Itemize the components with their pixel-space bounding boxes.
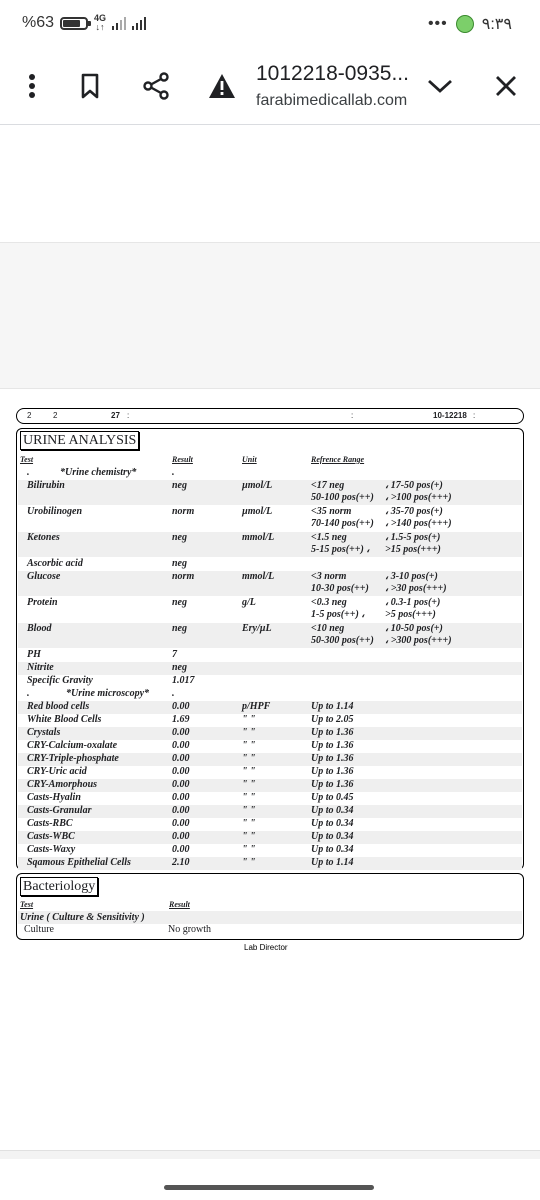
test-name: Casts-WBC bbox=[27, 831, 75, 842]
test-result: 0.00 bbox=[172, 701, 190, 712]
bact-header-result: Result bbox=[169, 900, 190, 909]
reference-range: <35 norm bbox=[311, 506, 352, 517]
bact-culture-row bbox=[18, 924, 522, 936]
test-result: . bbox=[172, 467, 175, 478]
test-name: CRY-Uric acid bbox=[27, 766, 87, 777]
urine-row bbox=[18, 766, 522, 779]
urine-row bbox=[18, 740, 522, 753]
urine-row bbox=[18, 714, 522, 727]
test-result: neg bbox=[172, 480, 187, 491]
row-prefix: . bbox=[27, 467, 30, 478]
reference-range: 70-140 pos(++) bbox=[311, 518, 374, 529]
test-name: Ketones bbox=[27, 532, 60, 543]
urine-row bbox=[18, 857, 522, 870]
test-name: CRY-Triple-phosphate bbox=[27, 753, 119, 764]
reference-range: Up to 0.34 bbox=[311, 805, 354, 816]
battery-icon bbox=[60, 17, 88, 30]
bact-culture-test: Culture bbox=[24, 924, 54, 935]
test-unit: p/HPF bbox=[242, 701, 271, 712]
reference-range-alt: ، 0.3-1 pos(+) bbox=[385, 597, 441, 608]
test-name: Blood bbox=[27, 623, 52, 634]
reference-range-alt: >15 pos(+++) bbox=[385, 544, 441, 555]
test-result: neg bbox=[172, 558, 187, 569]
test-result: norm bbox=[172, 571, 195, 582]
test-result: 0.00 bbox=[172, 818, 190, 829]
lab-director-label: Lab Director bbox=[244, 943, 288, 952]
test-unit: " " bbox=[242, 753, 256, 764]
reference-range: Up to 1.14 bbox=[311, 857, 354, 868]
urine-row bbox=[18, 779, 522, 792]
app-notification-icon bbox=[456, 15, 474, 33]
test-unit: µmol/L bbox=[242, 480, 273, 491]
test-unit: " " bbox=[242, 714, 256, 725]
test-result: 0.00 bbox=[172, 753, 190, 764]
reference-range: 10-30 pos(++) bbox=[311, 583, 369, 594]
urine-row bbox=[18, 792, 522, 805]
urine-row bbox=[18, 662, 522, 675]
test-result: 0.00 bbox=[172, 779, 190, 790]
test-result: 0.00 bbox=[172, 831, 190, 842]
header-field-2: 2 bbox=[53, 411, 58, 420]
header-sep-2: : bbox=[351, 411, 354, 420]
reference-range: <3 norm bbox=[311, 571, 347, 582]
test-name: Ascorbic acid bbox=[27, 558, 83, 569]
reference-range-alt: ، 3-10 pos(+) bbox=[385, 571, 438, 582]
urine-row bbox=[18, 844, 522, 857]
reference-range: 1-5 pos(++) ، bbox=[311, 609, 365, 620]
reference-range: Up to 1.36 bbox=[311, 753, 354, 764]
test-name: Glucose bbox=[27, 571, 61, 582]
reference-range-alt: ، 10-50 pos(+) bbox=[385, 623, 443, 634]
test-result: 1.69 bbox=[172, 714, 190, 725]
share-icon[interactable] bbox=[136, 66, 176, 106]
status-bar bbox=[0, 0, 540, 50]
page-gap bbox=[0, 242, 540, 388]
test-name: Protein bbox=[27, 597, 58, 608]
urine-row bbox=[18, 532, 522, 557]
urine-row bbox=[18, 597, 522, 622]
urine-row bbox=[18, 688, 522, 701]
urine-row bbox=[18, 675, 522, 688]
bact-group-label: Urine ( Culture & Sensitivity ) bbox=[20, 912, 145, 923]
bact-header-test: Test bbox=[20, 900, 34, 909]
urine-row bbox=[18, 558, 522, 571]
reference-range: Up to 1.36 bbox=[311, 766, 354, 777]
urine-row bbox=[18, 467, 522, 480]
test-name: Specific Gravity bbox=[27, 675, 93, 686]
reference-range: Up to 0.45 bbox=[311, 792, 354, 803]
test-name: Sqamous Epithelial Cells bbox=[27, 857, 131, 868]
page-title[interactable]: 1012218-0935... bbox=[256, 62, 409, 85]
reference-range: 50-300 pos(++) bbox=[311, 635, 374, 646]
test-unit: Ery/µL bbox=[242, 623, 272, 634]
reference-range-alt: ، >140 pos(+++) bbox=[385, 518, 452, 529]
home-indicator[interactable] bbox=[164, 1185, 374, 1190]
reference-range: <10 neg bbox=[311, 623, 345, 634]
test-result: neg bbox=[172, 532, 187, 543]
test-result: norm bbox=[172, 506, 195, 517]
test-unit: " " bbox=[242, 766, 256, 777]
reference-range: Up to 2.05 bbox=[311, 714, 354, 725]
reference-range: <1.5 neg bbox=[311, 532, 347, 543]
reference-range: 5-15 pos(++) ، bbox=[311, 544, 370, 555]
test-name: Casts-Waxy bbox=[27, 844, 76, 855]
test-unit: " " bbox=[242, 727, 256, 738]
report-id: 10-12218 bbox=[433, 411, 467, 420]
col-header-range: Refrence Range bbox=[311, 455, 365, 464]
reference-range: Up to 1.36 bbox=[311, 779, 354, 790]
test-unit: " " bbox=[242, 805, 256, 816]
test-result: 0.00 bbox=[172, 805, 190, 816]
test-name: Urobilinogen bbox=[27, 506, 83, 517]
test-result: 0.00 bbox=[172, 844, 190, 855]
test-name: CRY-Calcium-oxalate bbox=[27, 740, 118, 751]
test-unit: " " bbox=[242, 740, 256, 751]
reference-range-alt: ، 1.5-5 pos(+) bbox=[385, 532, 441, 543]
test-name: Red blood cells bbox=[27, 701, 90, 712]
reference-range: Up to 1.36 bbox=[311, 740, 354, 751]
bact-group-row bbox=[18, 911, 522, 924]
urine-row bbox=[18, 701, 522, 714]
reference-range: <0.3 neg bbox=[311, 597, 347, 608]
bookmark-icon[interactable] bbox=[70, 66, 110, 106]
test-unit: mmol/L bbox=[242, 571, 275, 582]
test-unit: mmol/L bbox=[242, 532, 275, 543]
close-icon[interactable] bbox=[486, 66, 526, 106]
reference-range: <17 neg bbox=[311, 480, 345, 491]
reference-range: 50-100 pos(++) bbox=[311, 492, 374, 503]
test-name: PH bbox=[27, 649, 41, 660]
col-header-test: Test bbox=[20, 455, 34, 464]
urine-row bbox=[18, 649, 522, 662]
reference-range-alt: ، 17-50 pos(+) bbox=[385, 480, 443, 491]
test-result: 0.00 bbox=[172, 727, 190, 738]
test-name: Crystals bbox=[27, 727, 61, 738]
urine-row bbox=[18, 571, 522, 596]
clock: ٩:٣٩ bbox=[481, 16, 512, 33]
urine-row bbox=[18, 480, 522, 505]
row-prefix: . bbox=[27, 688, 30, 699]
test-unit: " " bbox=[242, 779, 256, 790]
battery-percent: %63 bbox=[22, 14, 55, 31]
test-unit: " " bbox=[242, 792, 256, 803]
reference-range-alt: ، 35-70 pos(+) bbox=[385, 506, 443, 517]
signal-icon bbox=[112, 16, 126, 30]
test-unit: " " bbox=[242, 844, 256, 855]
bacteriology-title: Bacteriology bbox=[20, 877, 98, 896]
reference-range-alt: ، >300 pos(+++) bbox=[385, 635, 452, 646]
reference-range: Up to 0.34 bbox=[311, 831, 354, 842]
urine-row bbox=[18, 805, 522, 818]
col-header-result: Result bbox=[172, 455, 193, 464]
report-header-box bbox=[16, 408, 524, 424]
col-header-unit: Unit bbox=[242, 455, 257, 464]
section-label: *Urine microscopy* bbox=[66, 688, 150, 699]
urine-row bbox=[18, 831, 522, 844]
test-result: 0.00 bbox=[172, 766, 190, 777]
page-domain[interactable]: farabimedicallab.com bbox=[256, 92, 408, 109]
urine-row bbox=[18, 727, 522, 740]
page-bottom-edge bbox=[0, 1150, 540, 1159]
browser-toolbar bbox=[0, 50, 540, 125]
header-sep-3: : bbox=[473, 411, 476, 420]
test-name: CRY-Amorphous bbox=[27, 779, 98, 790]
test-unit: " " bbox=[242, 831, 256, 842]
test-result: 0.00 bbox=[172, 792, 190, 803]
test-name: Bilirubin bbox=[27, 480, 65, 491]
test-name: Casts-Granular bbox=[27, 805, 92, 816]
header-field-1: 2 bbox=[27, 411, 32, 420]
status-right bbox=[428, 14, 512, 34]
test-result: . bbox=[172, 688, 175, 699]
test-result: 1.017 bbox=[172, 675, 195, 686]
test-unit: " " bbox=[242, 857, 256, 868]
reference-range: Up to 1.14 bbox=[311, 701, 354, 712]
reference-range: Up to 0.34 bbox=[311, 844, 354, 855]
signal-icon-2 bbox=[132, 16, 146, 30]
header-sep-1: : bbox=[127, 411, 130, 420]
test-unit: µmol/L bbox=[242, 506, 273, 517]
warning-icon[interactable] bbox=[202, 66, 242, 106]
more-vert-icon[interactable] bbox=[12, 66, 52, 106]
more-notifications-icon: ••• bbox=[427, 15, 448, 32]
urine-analysis-title: URINE ANALYSIS bbox=[20, 431, 139, 450]
urine-row bbox=[18, 753, 522, 766]
test-result: neg bbox=[172, 597, 187, 608]
test-name: Casts-RBC bbox=[27, 818, 73, 829]
test-unit: g/L bbox=[242, 597, 256, 608]
status-left bbox=[22, 14, 146, 32]
reference-range-alt: >5 pos(+++) bbox=[385, 609, 436, 620]
reference-range: Up to 0.34 bbox=[311, 818, 354, 829]
bact-culture-result: No growth bbox=[168, 924, 212, 935]
reference-range-alt: ، >100 pos(+++) bbox=[385, 492, 452, 503]
reference-range: Up to 1.36 bbox=[311, 727, 354, 738]
test-name: White Blood Cells bbox=[27, 714, 102, 725]
urine-row bbox=[18, 623, 522, 648]
test-result: neg bbox=[172, 623, 187, 634]
test-result: 2.10 bbox=[172, 857, 190, 868]
network-type: 4G ↓↑ bbox=[94, 13, 107, 32]
reference-range-alt: ، >30 pos(+++) bbox=[385, 583, 447, 594]
header-field-3: 27 bbox=[111, 411, 120, 420]
test-name: Nitrite bbox=[27, 662, 54, 673]
test-result: 0.00 bbox=[172, 740, 190, 751]
test-result: 7 bbox=[172, 649, 177, 660]
test-name: Casts-Hyalin bbox=[27, 792, 81, 803]
test-result: neg bbox=[172, 662, 187, 673]
test-unit: " " bbox=[242, 818, 256, 829]
section-label: *Urine chemistry* bbox=[60, 467, 137, 478]
urine-row bbox=[18, 818, 522, 831]
chevron-down-icon[interactable] bbox=[420, 66, 460, 106]
urine-row bbox=[18, 506, 522, 531]
